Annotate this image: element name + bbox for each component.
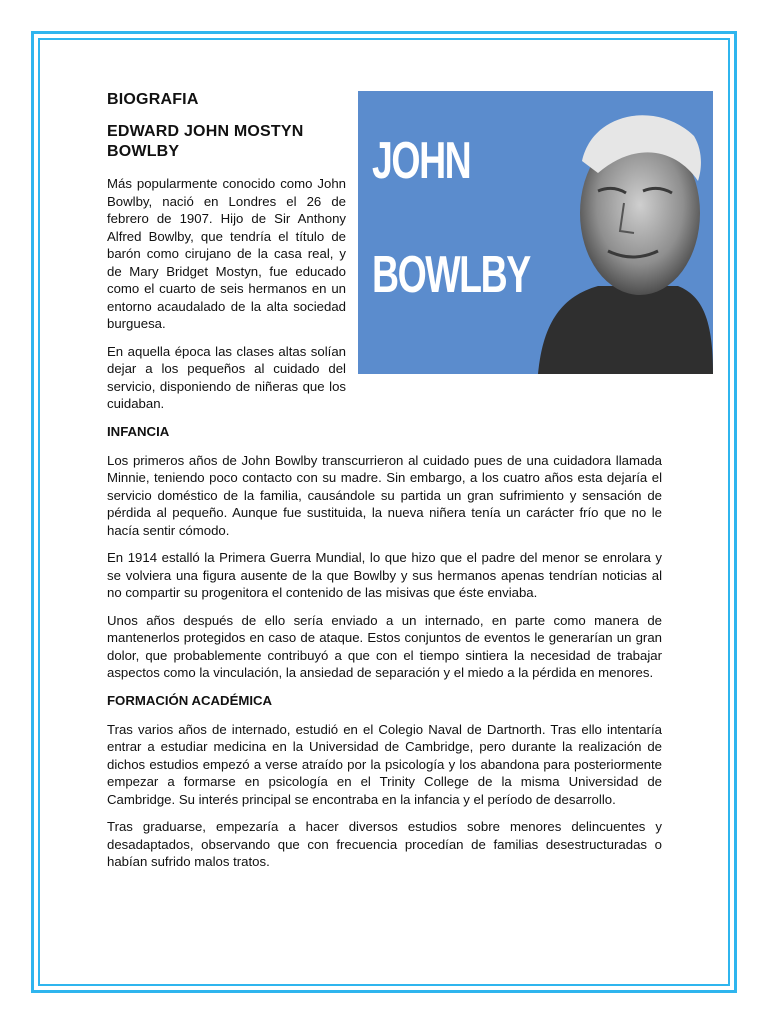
intro-paragraph: En aquella época las clases altas solían dejar a los pequeños al cuidado del servicio, disponiendo de niñeras que los cuidaban. <box>107 343 346 411</box>
subject-name-heading: EDWARD JOHN MOSTYN BOWLBY <box>107 123 304 160</box>
section-paragraph: Tras varios años de internado, estudió en el Colegio Naval de Dartnorth. Tras ello intentaría entrar a estudiar medicina en la Universidad de Cambridge, pero durante la realización de dichos estudios empezó a verse atraído por la psicología y los abandona para posteriormente empezar a formarse en psicología en el Trinity College de la misma Universidad de Cambridge. Su interés principal se encontraba en la infancia y el período de desarrollo. <box>107 721 662 807</box>
document-title: BIOGRAFIA <box>107 91 199 108</box>
document-body <box>107 90 662 881</box>
portrait-photo <box>358 91 713 374</box>
section-heading-formacion-academica: FORMACIÓN ACADÉMICA <box>107 692 273 708</box>
section-paragraph: Tras graduarse, empezaría a hacer diversos estudios sobre menores delincuentes y desadaptados, observando que con frecuencia procedían de familias desestructuradas o habían sufrido malos tratos. <box>107 819 662 869</box>
portrait-caption-line2: BOWLBY <box>372 246 530 304</box>
section-paragraph: En 1914 estalló la Primera Guerra Mundial, lo que hizo que el padre del menor se enrolara y se volviera una figura ausente de la que Bowlby y sus hermanos apenas tendrían noticias al no compartir su progenitora el contenido de las misivas que éste enviaba. <box>107 550 662 600</box>
section-paragraph: Los primeros años de John Bowlby transcurrieron al cuidado pues de una cuidadora llamada Minnie, teniendo poco contacto con su madre. Sin embargo, a los cuatro años esta dejaría el servicio doméstico de la familia, causándole su partida un gran sufrimiento y sensación de pérdida al pequeño. Aunque fue sustituida, la nueva niñera tenía un carácter frío que no le hacía sentir cómodo. <box>107 452 662 538</box>
portrait-caption-line1: JOHN <box>372 132 471 190</box>
section-heading-infancia: INFANCIA <box>107 423 170 439</box>
portrait-image <box>358 91 713 374</box>
intro-paragraph: Más popularmente conocido como John Bowlby, nació en Londres el 26 de febrero de 1907. Hijo de Sir Anthony Alfred Bowlby, que tendría el título de barón como cirujano de la casa real, y de Mary Bridget Mostyn, fue educado como el cuarto de seis hermanos en un entorno acaudalado de la alta sociedad burguesa. <box>107 176 346 331</box>
section-paragraph: Unos años después de ello sería enviado a un internado, en parte como manera de mantenerlos protegidos en caso de ataque. Estos conjuntos de eventos le generarían un gran dolor, que probablemente contribuyó a que con el tiempo sintiera la necesidad de trabajar aspectos como la vinculación, la ansiedad de separación y el miedo a la pérdida en menores. <box>107 612 662 680</box>
